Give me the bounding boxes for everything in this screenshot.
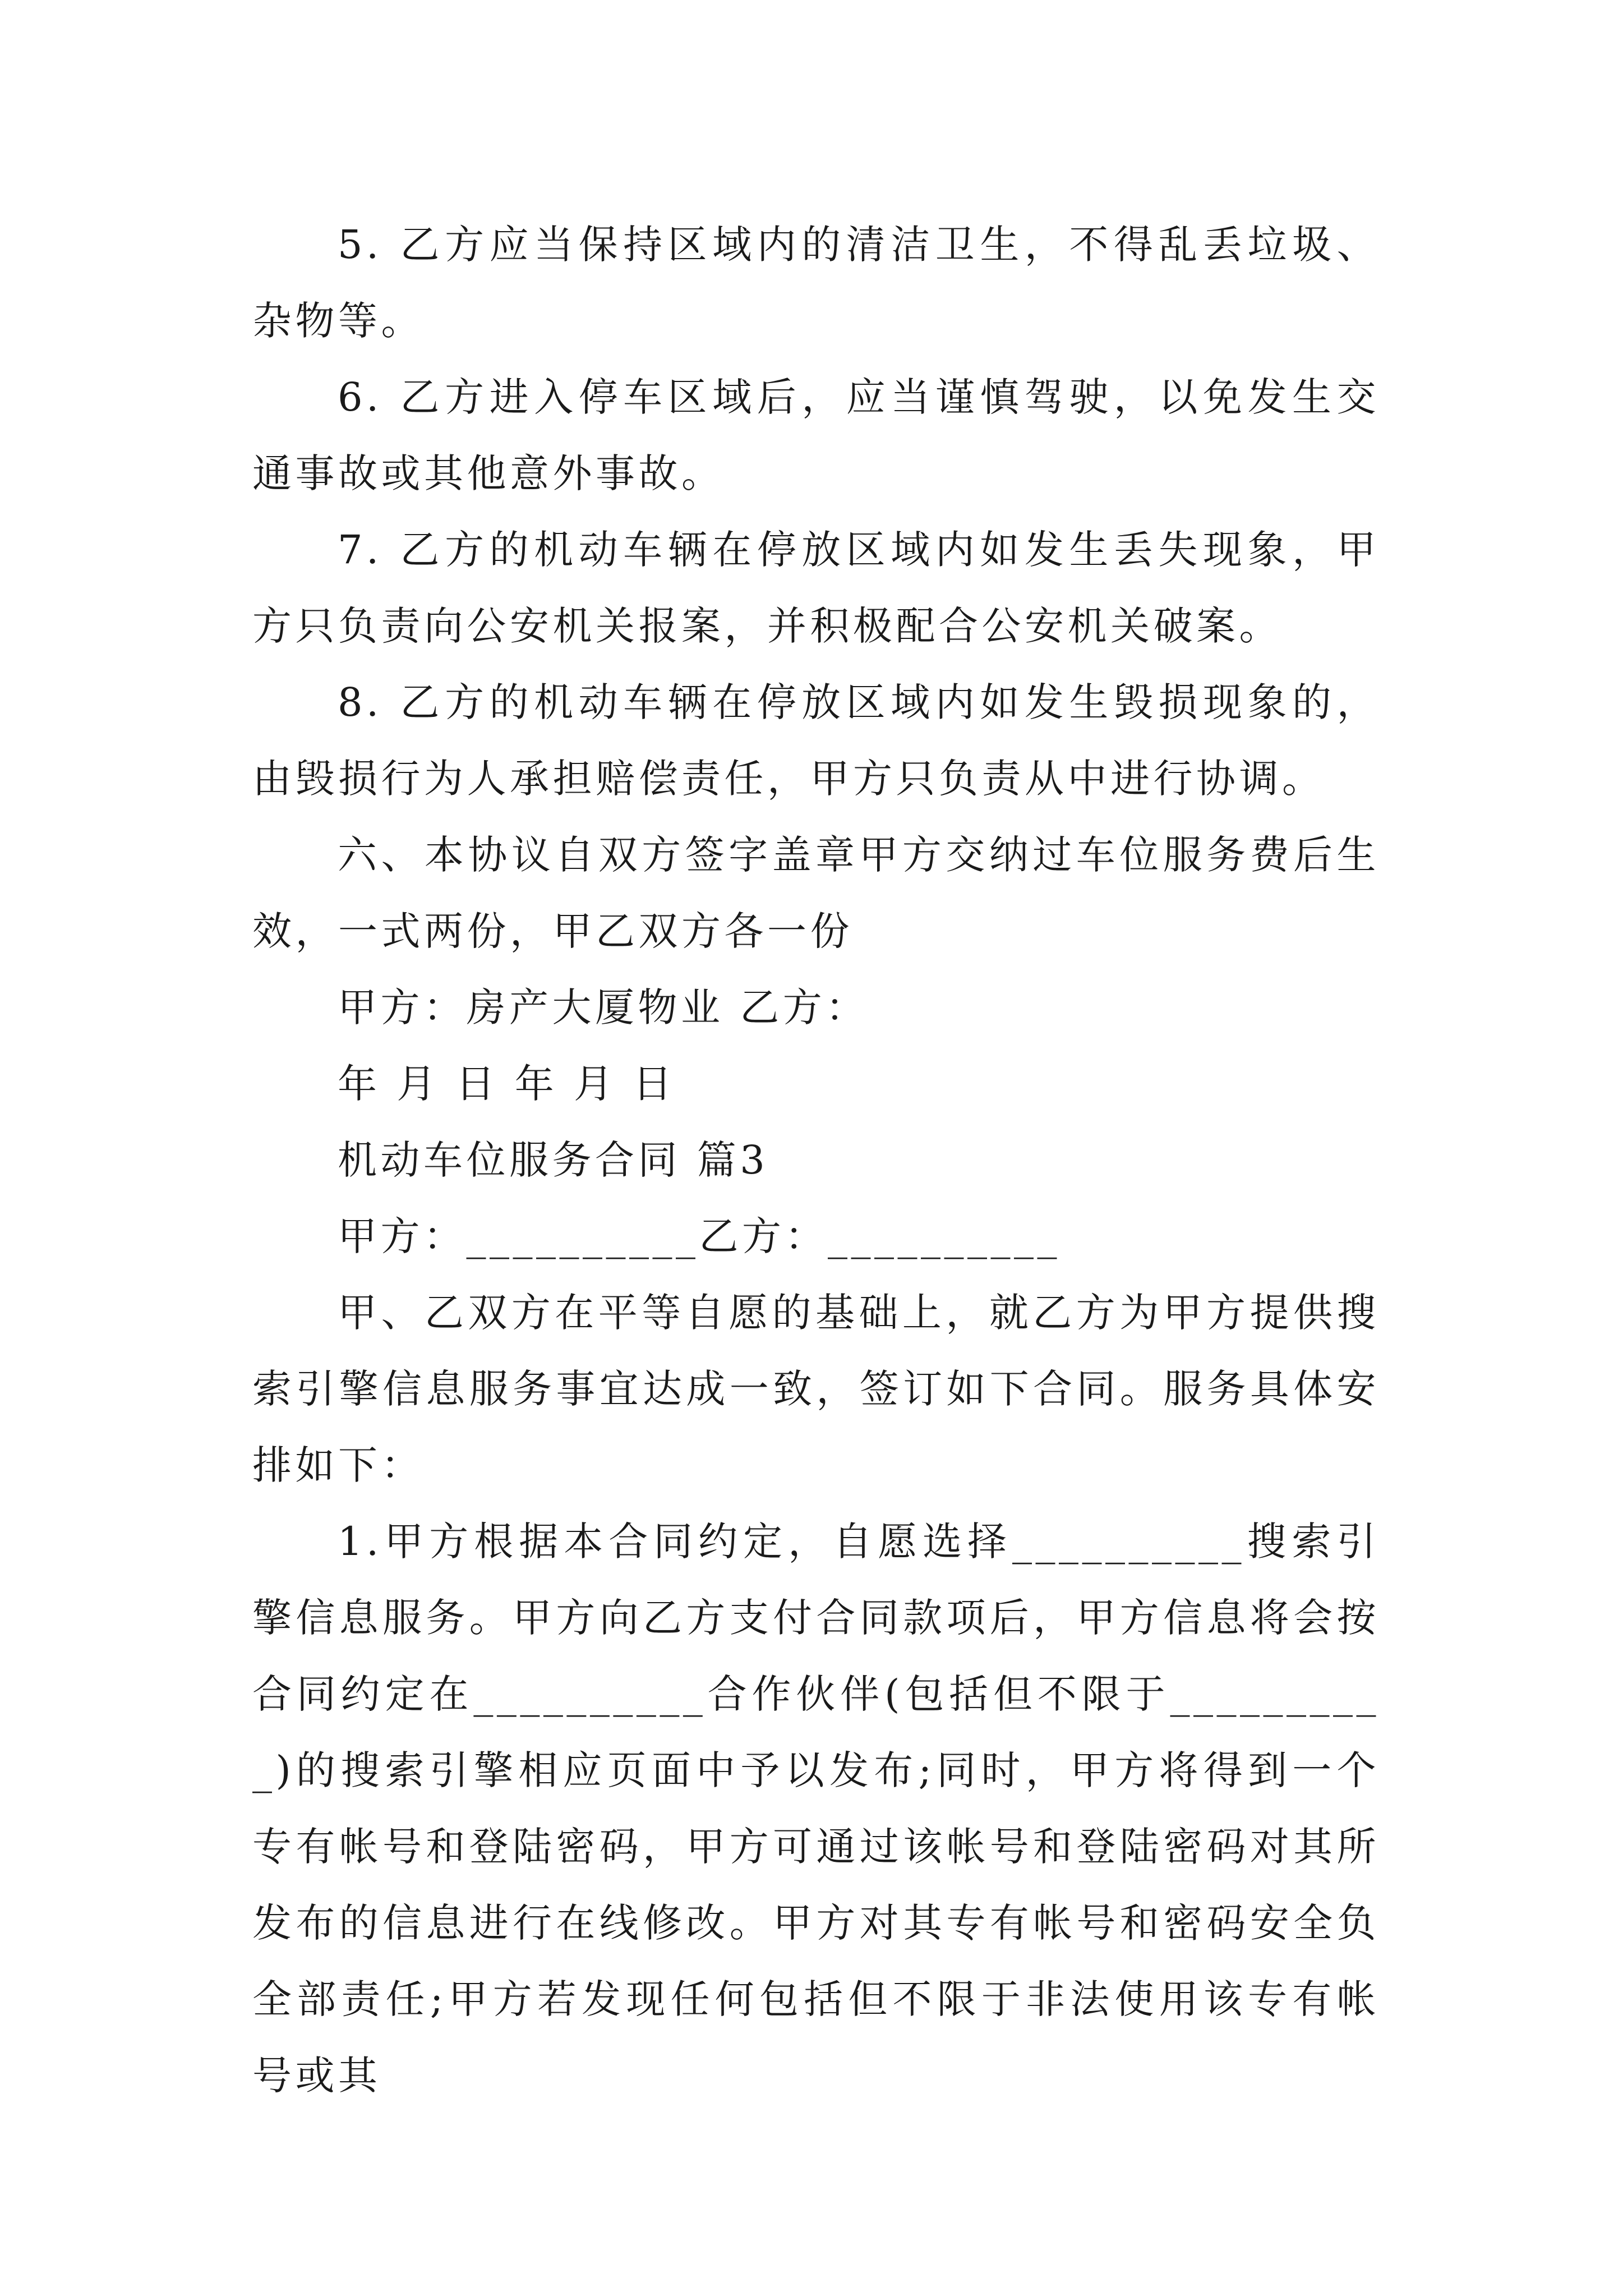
parties-blank-line: 甲方：__________乙方：__________	[338, 1213, 1061, 1259]
document-body	[252, 206, 1380, 2114]
section-six-effective: 六、本协议自双方签字盖章甲方交纳过车位服务费后生效，一式两份，甲乙双方各一份	[252, 832, 1380, 954]
clause-7: 7. 乙方的机动车辆在停放区域内如发生丢失现象，甲方只负责向公安机关报案，并积极配合公安机关破案。	[252, 527, 1380, 649]
clause-1: 1.甲方根据本合同约定，自愿选择__________搜索引擎信息服务。甲方向乙方支付合同款项后，甲方信息将会按合同约定在__________合作伙伴(包括但不限于__________)的搜索引擎相应页面中予以发布;同时，甲方将得到一个专有帐号和登陆密码，甲方可通过该帐号和登陆密码对其所发布的信息进行在线修改。甲方对其专有帐号和密码安全负全部责任;甲方若发现任何包括但不限于非法使用该专有帐号或其	[252, 1519, 1380, 2099]
intro-paragraph: 甲、乙双方在平等自愿的基础上，就乙方为甲方提供搜索引擎信息服务事宜达成一致，签订如下合同。服务具体安排如下：	[252, 1290, 1380, 1488]
signature-date-line: 年 月 日 年 月 日	[338, 1061, 676, 1107]
clause-8: 8. 乙方的机动车辆在停放区域内如发生毁损现象的，由毁损行为人承担赔偿责任，甲方只负责从中进行协调。	[252, 679, 1380, 802]
clause-5: 5. 乙方应当保持区域内的清洁卫生，不得乱丢垃圾、杂物等。	[252, 222, 1380, 344]
clause-6: 6. 乙方进入停车区域后，应当谨慎驾驶，以免发生交通事故或其他意外事故。	[252, 374, 1380, 496]
signature-parties-line: 甲方：房产大厦物业 乙方：	[338, 984, 869, 1030]
contract-heading: 机动车位服务合同 篇3	[338, 1137, 769, 1183]
